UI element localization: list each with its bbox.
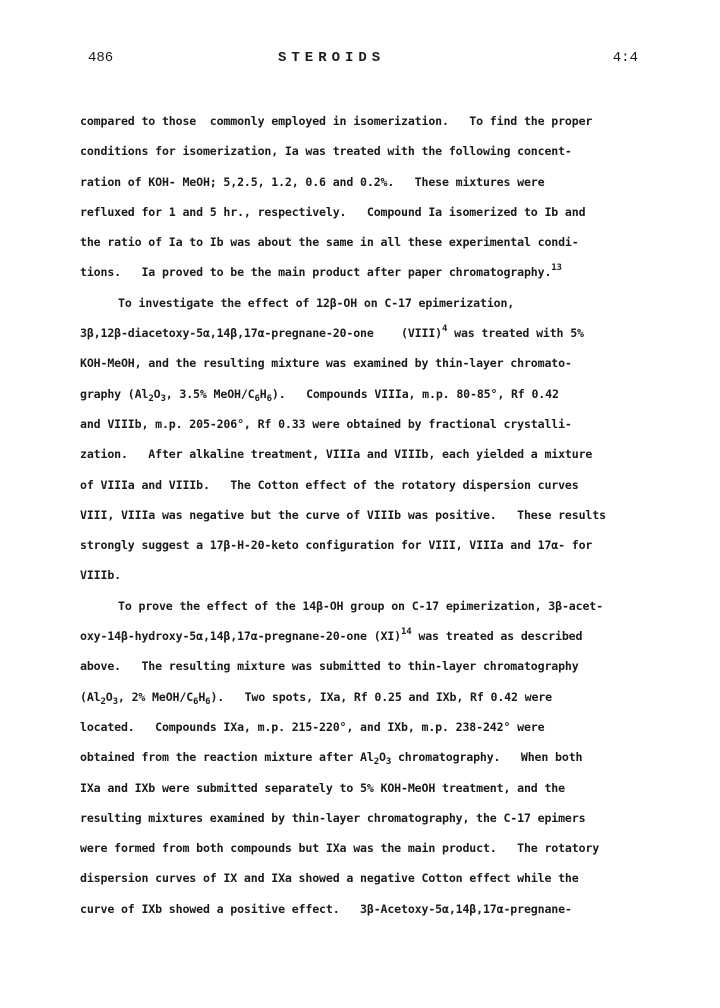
text-line: and VIIIb, m.p. 205-206°, Rf 0.33 were obtained by fractional crystalli-	[80, 416, 572, 431]
issue-number: 4:4	[612, 50, 638, 66]
text-line: oxy-14β-hydroxy-5α,14β,17α-pregnane-20-one (XI)$^{14}$ was treated as described	[80, 627, 583, 644]
body-text	[80, 106, 650, 924]
text-line: To prove the effect of the 14β-OH group on C-17 epimerization, 3β-acet-	[118, 598, 603, 613]
text-line: To investigate the effect of 12β-OH on C-17 epimerization,	[118, 295, 515, 310]
text-line: tions. Ia proved to be the main product after paper chromatography.$^{13}$	[80, 263, 562, 280]
text-line: zation. After alkaline treatment, VIIIa and VIIIb, each yielded a mixture	[80, 447, 593, 462]
text-line: obtained from the reaction mixture after $Al_2O_3$ chromatography. When both	[80, 750, 583, 768]
text-line: conditions for isomerization, Ia was treated with the following concent-	[80, 144, 572, 159]
text-line: IXa and IXb were submitted separately to 5% KOH-MeOH treatment, and the	[80, 780, 565, 795]
text-line: 3β,12β-diacetoxy-5α,14β,17α-pregnane-20-one (VIII)$^4$ was treated with 5%	[80, 324, 584, 341]
text-line: ($Al_2O_3$, 2% MeOH/$C_6H_6$). Two spots, IXa, Rf 0.25 and IXb, Rf 0.42 were	[80, 689, 552, 707]
text-line: strongly suggest a 17β-H-20-keto configuration for VIII, VIIIa and 17α- for	[80, 538, 593, 553]
text-line: refluxed for 1 and 5 hr., respectively. Compound Ia isomerized to Ib and	[80, 204, 586, 219]
text-line: graphy ($Al_2O_3$, 3.5% MeOH/$C_6H_6$). Compounds VIIIa, m.p. 80-85°, Rf 0.42	[80, 386, 559, 404]
text-line: VIIIb.	[80, 568, 121, 583]
text-line: located. Compounds IXa, m.p. 215-220°, and IXb, m.p. 238-242° were	[80, 719, 545, 734]
text-line: the ratio of Ia to Ib was about the same in all these experimental condi-	[80, 235, 579, 250]
text-line: ration of KOH- MeOH; 5,2.5, 1.2, 0.6 and 0.2%. These mixtures were	[80, 174, 545, 189]
text-line: curve of IXb showed a positive effect. 3β-Acetoxy-5α,14β,17α-pregnane-	[80, 901, 572, 916]
text-line: above. The resulting mixture was submitted to thin-layer chromatography	[80, 659, 579, 674]
text-line: compared to those commonly employed in isomerization. To find the proper	[80, 114, 593, 128]
page-header	[0, 50, 720, 74]
text-line: of VIIIa and VIIIb. The Cotton effect of the rotatory dispersion curves	[80, 477, 579, 492]
text-line: were formed from both compounds but IXa was the main product. The rotatory	[80, 841, 600, 856]
text-line: resulting mixtures examined by thin-layer chromatography, the C-17 epimers	[80, 810, 586, 825]
text-line: KOH-MeOH, and the resulting mixture was examined by thin-layer chromato-	[80, 356, 572, 371]
journal-title: STEROIDS	[278, 50, 386, 66]
text-line: VIII, VIIIa was negative but the curve of VIIIb was positive. These results	[80, 507, 606, 522]
page-number: 486	[88, 50, 114, 66]
text-line: dispersion curves of IX and IXa showed a negative Cotton effect while the	[80, 871, 579, 886]
